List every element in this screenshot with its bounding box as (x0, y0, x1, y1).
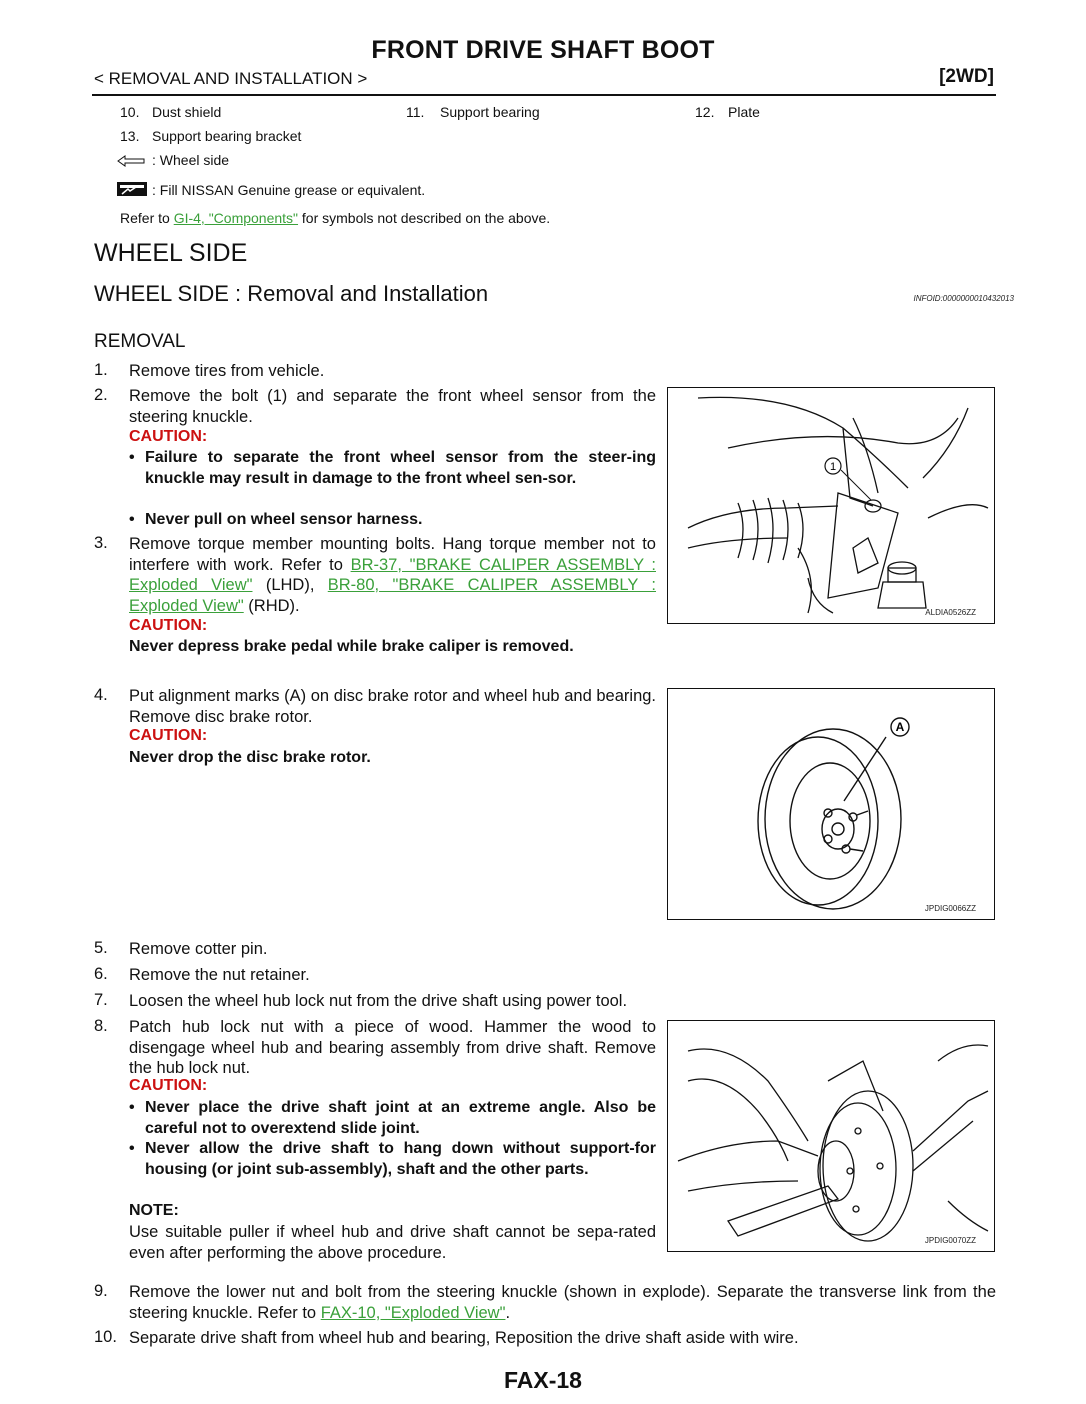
step-text: Remove the bolt (1) and separate the front wheel sensor from the steering knuckle. (129, 387, 656, 426)
grease-legend: : Fill NISSAN Genuine grease or equivalent. (152, 182, 426, 198)
bullet: • (129, 1099, 135, 1116)
caution-label: CAUTION: (129, 727, 208, 744)
wheel-sensor-illustration (668, 388, 994, 623)
caution-text: Failure to separate the front wheel sensor from the steer-ing knuckle may result in damage to the front wheel sen-sor. (145, 449, 656, 487)
step-text: Patch hub lock nut with a piece of wood. Hammer the wood to disengage wheel hub and bearing assembly from drive shaft. Remove the hub lock nut. (129, 1018, 656, 1078)
legend-item-num: 13. (120, 128, 140, 144)
figure-code: ALDIA0526ZZ (925, 608, 976, 617)
section-subtitle: WHEEL SIDE : Removal and Installation (94, 281, 489, 306)
page-number: FAX-18 (504, 1367, 582, 1393)
caution-text: Never pull on wheel sensor harness. (145, 511, 423, 528)
step-text-part: . (505, 1303, 511, 1322)
callout-1: 1 (829, 461, 837, 473)
removal-heading: REMOVAL (94, 331, 186, 352)
br-37-link[interactable]: BR-37, "BRAKE CALIPER ASSEMBLY : Exploded View" (129, 555, 656, 595)
caution-label: CAUTION: (129, 428, 208, 445)
bullet: • (129, 449, 135, 466)
wheel-side-arrow-icon (116, 154, 148, 168)
grease-icon (116, 181, 148, 197)
caution-text: Never depress brake pedal while brake caliper is removed. (129, 638, 574, 655)
fax-10-link[interactable]: FAX-10, "Exploded View" (320, 1303, 506, 1322)
caution-text: Never allow the drive shaft to hang down without support-for housing (or joint sub-assembly), shaft and the other parts. (145, 1140, 656, 1178)
legend-item-label: Support bearing bracket (152, 128, 302, 144)
step-number: 6. (94, 965, 108, 983)
legend-item-num: 10. (120, 104, 140, 120)
figure-wheel-sensor (667, 387, 995, 624)
figure-code: JPDIG0070ZZ (924, 1236, 976, 1245)
step-number: 2. (94, 386, 108, 404)
step-number: 3. (94, 534, 108, 552)
header-rule (92, 94, 996, 96)
refer-note (120, 210, 550, 226)
figure-disc-rotor (667, 688, 995, 920)
step-text-part: Remove the lower nut and bolt from the steering knuckle (shown in explode). Separate the transverse link from the steering knuckle. Refer to (129, 1283, 996, 1322)
step-number: 1. (94, 361, 108, 379)
gi-4-components-link[interactable]: GI-4, "Components" (173, 210, 299, 226)
caution-label: CAUTION: (129, 1077, 208, 1094)
step-text: Remove the nut retainer. (129, 966, 310, 984)
note-text: Use suitable puller if wheel hub and drive shaft cannot be sepa-rated even after performing the above procedure. (129, 1223, 656, 1262)
legend-item-label: Support bearing (440, 104, 540, 120)
section-breadcrumb: < REMOVAL AND INSTALLATION > (94, 69, 368, 88)
step-text: Separate drive shaft from wheel hub and bearing, Reposition the drive shaft aside with wire. (129, 1329, 799, 1347)
step-text (129, 534, 656, 617)
refer-prefix: Refer to (120, 210, 174, 226)
step-text: Put alignment marks (A) on disc brake rotor and wheel hub and bearing. Remove disc brake rotor. (129, 687, 656, 726)
bullet: • (129, 1140, 135, 1157)
step-text: Remove cotter pin. (129, 940, 268, 958)
model-tag: [2WD] (939, 66, 994, 87)
step-number: 7. (94, 991, 108, 1009)
info-id: INFOID:0000000010432013 (913, 294, 1014, 303)
step-text-part: (RHD). (243, 597, 300, 616)
callout-a: A (895, 720, 905, 734)
refer-suffix: for symbols not described on the above. (298, 210, 551, 226)
step-text (129, 1282, 996, 1323)
step-number: 8. (94, 1017, 108, 1035)
disc-rotor-illustration (668, 689, 994, 919)
page-title: FRONT DRIVE SHAFT BOOT (371, 36, 715, 64)
caution-text: Never place the drive shaft joint at an extreme angle. Also be careful not to overextend slide joint. (145, 1099, 656, 1137)
legend-item-label: Plate (728, 104, 760, 120)
step-text-part: (LHD), (252, 576, 328, 595)
step-number: 10. (94, 1328, 117, 1346)
br-80-link[interactable]: BR-80, "BRAKE CALIPER ASSEMBLY : Exploded View" (129, 576, 657, 616)
legend-item-num: 11. (406, 104, 425, 120)
step-number: 5. (94, 939, 108, 957)
figure-hammer-hub (667, 1020, 995, 1252)
step-text: Remove tires from vehicle. (129, 362, 325, 380)
step-text-part: Remove torque member mounting bolts. Hang torque member not to interfere with work. Refer to (129, 535, 656, 574)
caution-text: Never drop the disc brake rotor. (129, 749, 371, 766)
section-title: WHEEL SIDE (94, 239, 248, 267)
caution-label: CAUTION: (129, 617, 208, 634)
wheel-side-legend: : Wheel side (152, 152, 230, 168)
step-number: 4. (94, 686, 108, 704)
note-label: NOTE: (129, 1202, 179, 1219)
legend-item-num: 12. (695, 104, 715, 120)
legend-item-label: Dust shield (152, 104, 222, 120)
step-number: 9. (94, 1282, 108, 1300)
hammer-hub-illustration (668, 1021, 994, 1251)
bullet: • (129, 511, 135, 528)
step-text: Loosen the wheel hub lock nut from the drive shaft using power tool. (129, 992, 628, 1010)
figure-code: JPDIG0066ZZ (924, 904, 976, 913)
